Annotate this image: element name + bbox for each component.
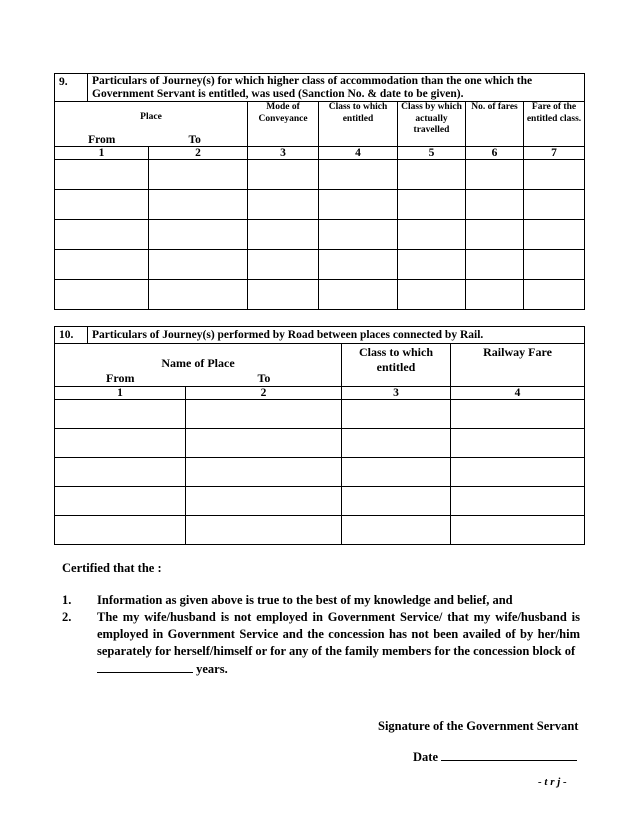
table-row	[55, 487, 585, 516]
item-number: 1.	[62, 593, 72, 607]
col-num-4: 4	[451, 387, 585, 400]
to-label: To	[149, 134, 248, 147]
item-suffix: years.	[196, 662, 228, 676]
table-row	[55, 280, 585, 310]
date-row	[413, 748, 577, 766]
item-text: Information as given above is true to the best of my knowledge and belief, and	[97, 593, 513, 607]
item-text: The my wife/husband is not employed in Government Service/ that my wife/husband is employed in Government Service and the concession has not been availed of by her/him separately for herself/himself or for any of the family members for the concession block of	[97, 610, 580, 658]
section-number: 9.	[55, 74, 88, 102]
from-label: From	[55, 371, 186, 387]
item-number: 2.	[62, 610, 72, 624]
list-item	[62, 592, 580, 609]
certification-heading: Certified that the :	[62, 561, 162, 575]
section-title: Particulars of Journey(s) for which higher class of accommodation than the one which the Government Servant is entitled, was used (Sanction No. & date to be given).	[88, 74, 585, 102]
class-travelled-header: Class by which actually travelled	[398, 102, 466, 147]
col-num-5: 5	[398, 147, 466, 160]
col-num-3: 3	[342, 387, 451, 400]
place-header: Place	[55, 102, 248, 135]
table-row	[55, 250, 585, 280]
journey-higher-class-table	[54, 73, 585, 310]
table-row	[55, 160, 585, 190]
railway-fare-header: Railway Fare	[451, 344, 585, 387]
class-entitled-header: Class to which entitled	[342, 344, 451, 387]
col-num-7: 7	[524, 147, 585, 160]
col-num-2: 2	[149, 147, 248, 160]
table-row	[55, 400, 585, 429]
date-label: Date	[413, 750, 438, 764]
signature-label: Signature of the Government Servant	[378, 719, 579, 733]
table-row	[55, 516, 585, 545]
certification-list	[62, 592, 580, 678]
to-label: To	[186, 371, 342, 387]
table-row	[55, 429, 585, 458]
date-blank[interactable]	[441, 748, 577, 761]
mode-header: Mode of Conveyance	[248, 102, 319, 147]
col-num-6: 6	[466, 147, 524, 160]
section-title: Particulars of Journey(s) performed by Road between places connected by Rail.	[88, 327, 585, 344]
class-entitled-header: Class to which entitled	[319, 102, 398, 147]
table-row	[55, 220, 585, 250]
name-of-place-header: Name of Place	[55, 344, 342, 372]
col-num-2: 2	[186, 387, 342, 400]
table-row	[55, 458, 585, 487]
journey-road-table	[54, 326, 585, 545]
concession-block-blank[interactable]	[97, 660, 193, 673]
col-num-4: 4	[319, 147, 398, 160]
fare-entitled-header: Fare of the entitled class.	[524, 102, 585, 147]
footer-code: - t r j -	[538, 776, 567, 788]
section-number: 10.	[55, 327, 88, 344]
col-num-1: 1	[55, 147, 149, 160]
col-num-3: 3	[248, 147, 319, 160]
from-label: From	[55, 134, 149, 147]
col-num-1: 1	[55, 387, 186, 400]
table-row	[55, 190, 585, 220]
fares-header: No. of fares	[466, 102, 524, 147]
list-item	[62, 609, 580, 678]
